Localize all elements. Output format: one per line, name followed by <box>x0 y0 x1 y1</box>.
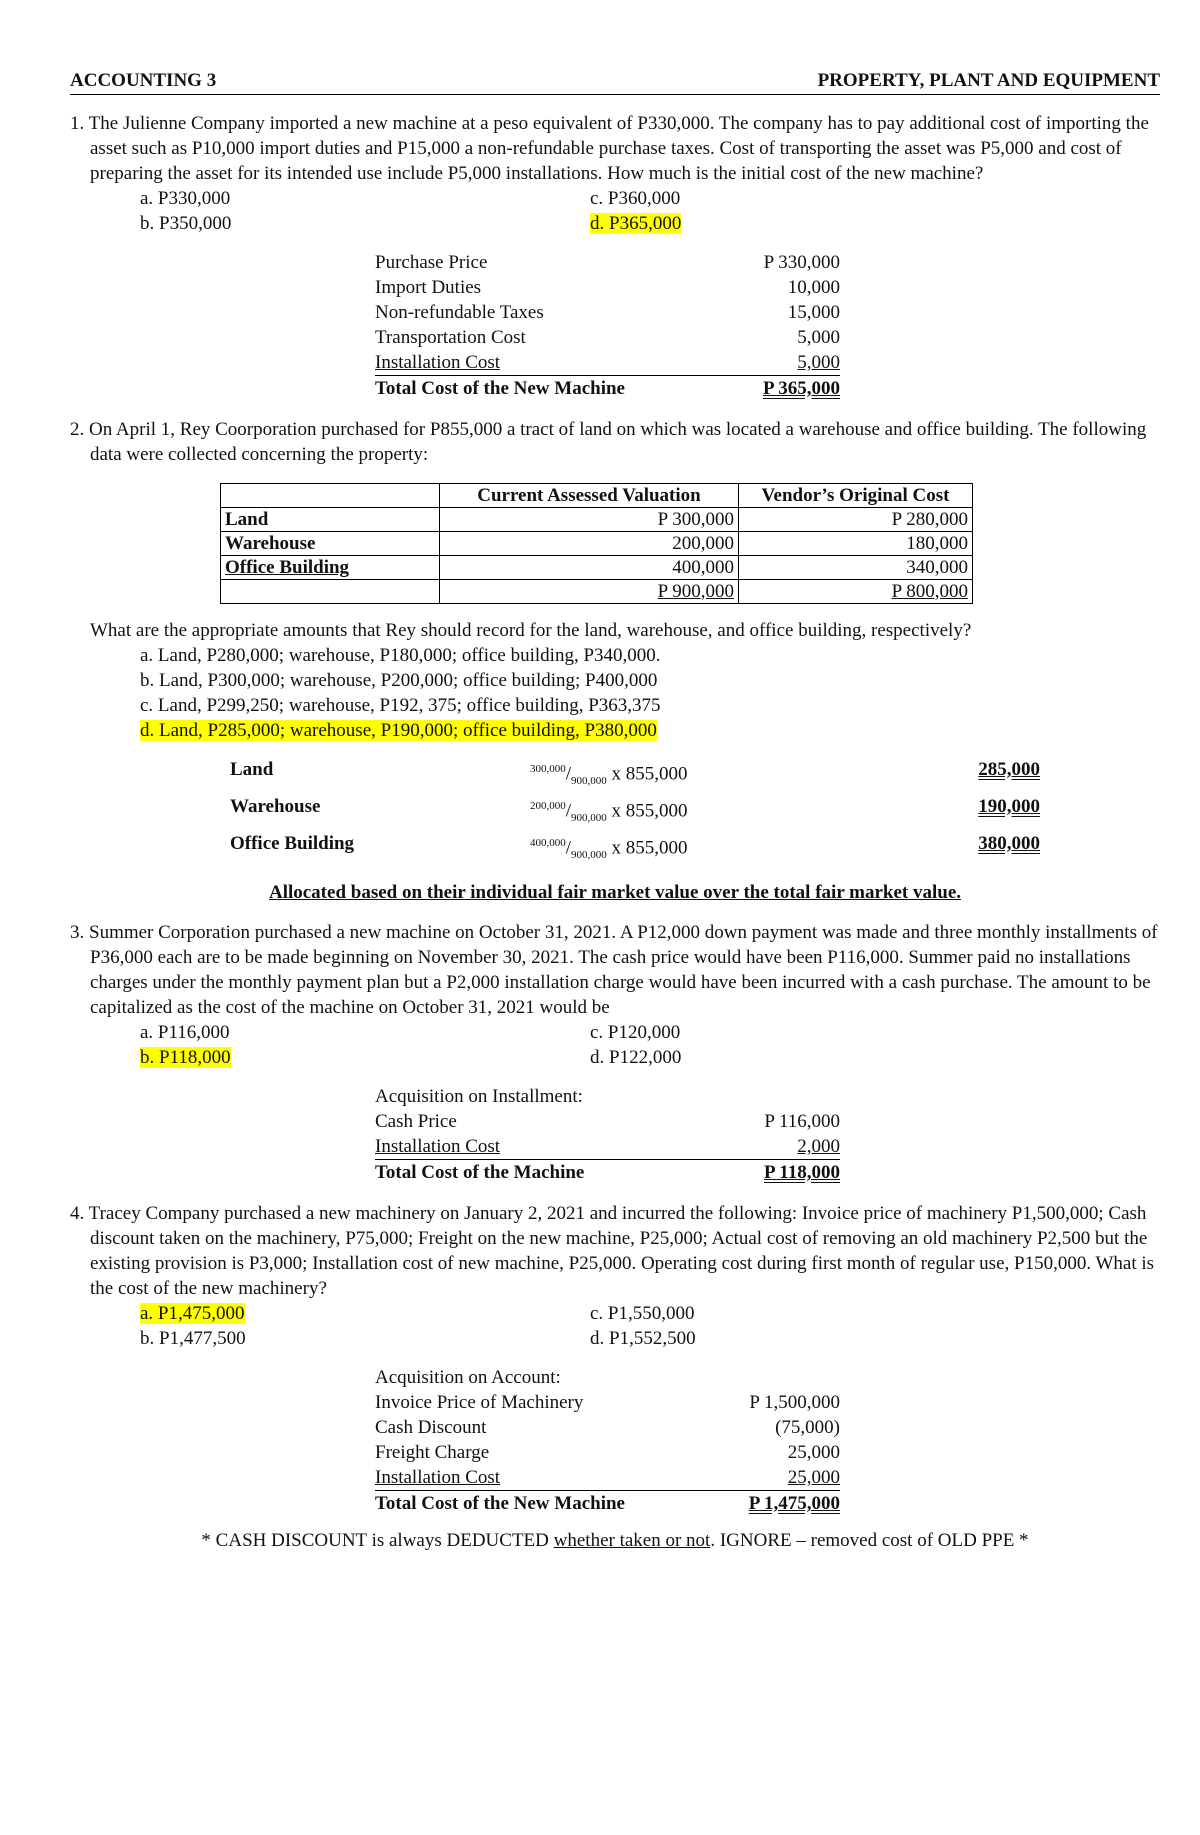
comp-total: Total Cost of the New Machine P 365,000 <box>375 375 840 401</box>
question-4-text: 4. Tracey Company purchased a new machinery on January 2, 2021 and incurred the following: Invoice price of machinery P1,500,000; Cash discount taken on the machinery, P75,000; Freight on the new machine, P25,000; Actual cost of removing an old machinery P2,500 but the existing provision is P3,000; Installation cost of new machine, P25,000. Operating cost during first month of regular use, P150,000. What is the cost of the new machinery? <box>70 1203 1155 1300</box>
choice-a: a. P116,000 <box>140 1022 230 1044</box>
alloc-row: Office Building $^{400,000}/_{900,000}$ x 855,000 380,000 <box>230 833 1040 862</box>
comp-total: Total Cost of the New Machine P 1,475,000 <box>375 1490 840 1516</box>
comp-row: Cash Discount (75,000) <box>375 1417 840 1439</box>
comp-row: Non-refundable Taxes 15,000 <box>375 302 840 323</box>
alloc-row: Land $^{300,000}/_{900,000}$ x 855,000 285,000 <box>230 759 1040 788</box>
comp-row: Invoice Price of Machinery P 1,500,000 <box>375 1392 840 1414</box>
table-row: Land P 300,000 P 280,000 <box>221 508 973 532</box>
question-2 <box>70 417 1160 904</box>
question-3-text: 3. Summer Corporation purchased a new machine on October 31, 2021. A P12,000 down payment was made and three monthly installments of P36,000 each are to be made beginning on November 30, 2021. The cash price would have been P116,000. Summer paid no installations charges under the monthly payment plan but a P2,000 installation charge would have been incurred with a cash purchase. The amount to be capitalized as the cost of the machine on October 31, 2021 would be <box>70 922 1158 1019</box>
page-header <box>70 70 1160 95</box>
choice-d: d. P1,552,500 <box>590 1328 696 1350</box>
comp-heading: Acquisition on Installment: <box>375 1086 583 1108</box>
question-2-choices <box>140 643 1160 743</box>
choice-c: c. P360,000 <box>590 188 681 209</box>
question-4-choices <box>140 1301 1160 1351</box>
question-4-computation <box>375 1365 840 1516</box>
choice-b: b. Land, P300,000; warehouse, P200,000; office building; P400,000 <box>140 670 658 691</box>
choice-b: b. P1,477,500 <box>140 1328 246 1350</box>
comp-row: Import Duties 10,000 <box>375 277 840 298</box>
allocation-computation <box>230 757 1040 868</box>
question-1-choices <box>140 186 1160 236</box>
footer-note: * CASH DISCOUNT is always DEDUCTED whether taken or not. IGNORE – removed cost of OLD PPE * <box>201 1530 1029 1552</box>
question-1-text: 1. The Julienne Company imported a new machine at a peso equivalent of P330,000. The company has to pay additional cost of importing the asset such as P10,000 import duties and P15,000 a non-refundable purchase taxes. Cost of transporting the asset was P5,000 and cost of preparing the asset for its intended use include P5,000 installations. How much is the initial cost of the new machine? <box>70 113 1149 184</box>
choice-a: a. P330,000 <box>140 188 231 209</box>
comp-total: Total Cost of the Machine P 118,000 <box>375 1159 840 1185</box>
table-header-blank <box>221 484 440 508</box>
comp-row: Installation Cost 25,000 <box>375 1467 840 1489</box>
table-header-assessed: Current Assessed Valuation <box>440 484 739 508</box>
question-3-computation <box>375 1084 840 1185</box>
question-2-prompt: What are the appropriate amounts that Rey should record for the land, warehouse, and office building, respectively? <box>90 620 972 641</box>
table-header-original: Vendor’s Original Cost <box>739 484 973 508</box>
question-3 <box>70 920 1160 1185</box>
choice-c: c. P120,000 <box>590 1022 681 1044</box>
topic-title: PROPERTY, PLANT AND EQUIPMENT <box>817 70 1160 91</box>
table-row: Office Building 400,000 340,000 <box>221 556 973 580</box>
choice-c: c. P1,550,000 <box>590 1303 695 1325</box>
course-title: ACCOUNTING 3 <box>70 70 217 91</box>
comp-row: Transportation Cost 5,000 <box>375 327 840 348</box>
question-2-text: 2. On April 1, Rey Coorporation purchased for P855,000 a tract of land on which was located a warehouse and office building. The following data were collected concerning the property: <box>70 419 1147 465</box>
choice-d: d. P122,000 <box>590 1047 682 1069</box>
table-row: Warehouse 200,000 180,000 <box>221 532 973 556</box>
choice-b: b. P350,000 <box>140 213 232 234</box>
table-total-row: P 900,000 P 800,000 <box>221 580 973 604</box>
alloc-row: Warehouse $^{200,000}/_{900,000}$ x 855,000 190,000 <box>230 796 1040 825</box>
choice-d-answer: d. Land, P285,000; warehouse, P190,000; office building, P380,000 <box>140 720 657 741</box>
question-1-computation <box>375 250 840 401</box>
choice-a: a. Land, P280,000; warehouse, P180,000; office building, P340,000. <box>140 645 661 666</box>
choice-d-answer: d. P365,000 <box>590 213 682 234</box>
comp-row: Cash Price P 116,000 <box>375 1111 840 1133</box>
question-1 <box>70 111 1160 401</box>
allocation-note: Allocated based on their individual fair market value over the total fair market value. <box>268 882 962 904</box>
comp-row: Freight Charge 25,000 <box>375 1442 840 1464</box>
document-page <box>70 70 1160 1552</box>
comp-row: Purchase Price P 330,000 <box>375 252 840 273</box>
comp-heading: Acquisition on Account: <box>375 1367 561 1389</box>
comp-row: Installation Cost 2,000 <box>375 1136 840 1158</box>
choice-c: c. Land, P299,250; warehouse, P192, 375; office building, P363,375 <box>140 695 661 716</box>
question-4 <box>70 1201 1160 1516</box>
choice-a-answer: a. P1,475,000 <box>140 1303 245 1325</box>
choice-b-answer: b. P118,000 <box>140 1047 231 1069</box>
property-table <box>220 483 973 604</box>
question-3-choices <box>140 1020 1160 1070</box>
comp-row: Installation Cost 5,000 <box>375 352 840 373</box>
